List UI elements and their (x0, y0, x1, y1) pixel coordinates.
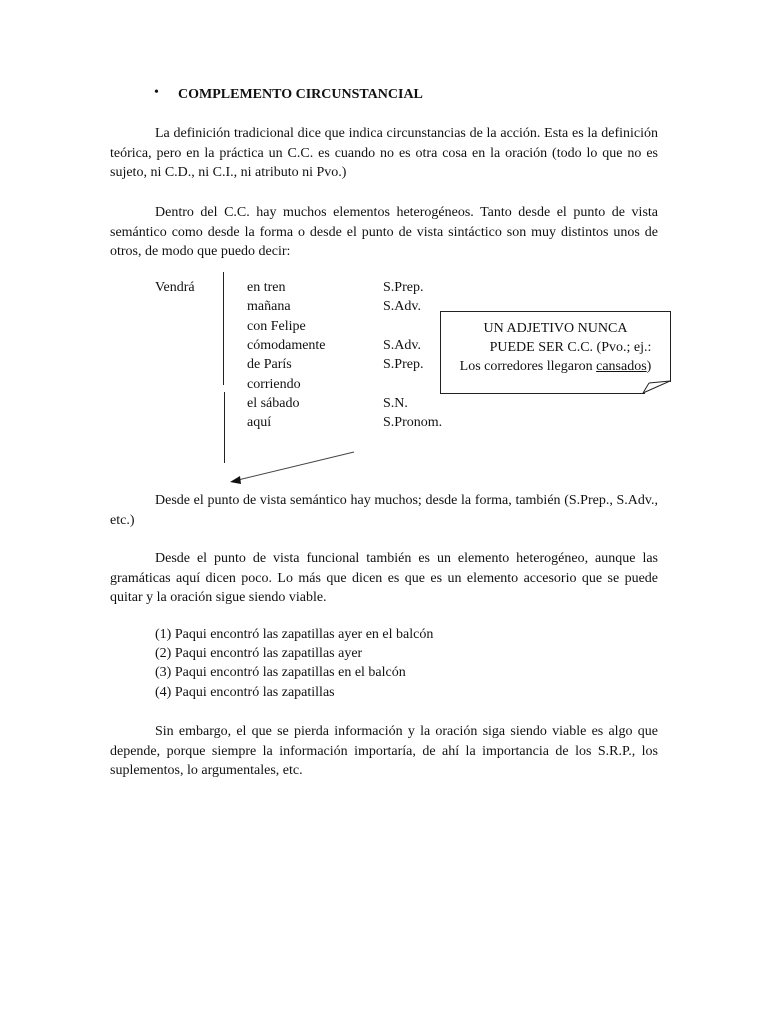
example-phrase: aquí (247, 415, 272, 430)
example-sentence: (2) Paqui encontró las zapatillas ayer (155, 646, 363, 661)
paragraph-semantic: Desde el punto de vista semántico hay muchos; desde la forma, también (S.Prep., S.Adv., etc.) (110, 493, 658, 528)
example-type: S.N. (383, 396, 408, 411)
paragraph-conclusion: Sin embargo, el que se pierda información y la oración siga siendo viable es algo que depende, porque siempre la información importaría, de ahí la importancia de los S.R.P., los suplementos, lo argumentales, etc. (110, 724, 658, 778)
example-type: S.Prep. (383, 357, 424, 372)
example-sentence: (1) Paqui encontró las zapatillas ayer en el balcón (155, 627, 434, 642)
paragraph-functional: Desde el punto de vista funcional también es un elemento heterogéneo, aunque las gramáticas aquí dicen poco. Lo más que dicen es que es un elemento accesorio que se puede quitar y la oración sigue siendo viable. (110, 551, 658, 605)
example-sentence: (3) Paqui encontró las zapatillas en el balcón (155, 665, 406, 680)
paragraph-definition: La definición tradicional dice que indica circunstancias de la acción. Esta es la definición teórica, pero en la práctica un C.C. es cuando no es otra cosa en la oración (todo lo que no es sujeto, ni C.D., ni C.I., ni atributo ni Pvo.) (110, 126, 658, 180)
note-line-3-prefix: Los corredores llegaron (459, 359, 597, 374)
example-type: S.Adv. (383, 299, 421, 314)
example-phrase: cómodamente (247, 338, 326, 353)
note-line-2: PUEDE SER C.C. (Pvo.; ej.: (489, 340, 652, 355)
example-phrase: el sábado (247, 396, 300, 411)
bullet-marker: • (154, 85, 159, 100)
example-phrase: en tren (247, 280, 286, 295)
example-sentence: (4) Paqui encontró las zapatillas (155, 685, 335, 700)
paragraph-heterogeneous: Dentro del C.C. hay muchos elementos heterogéneos. Tanto desde el punto de vista semántico como desde la forma o desde el punto de vista sintáctico son muy distintos unos de otros, de modo que puedo decir: (110, 205, 658, 259)
example-verb: Vendrá (155, 280, 195, 295)
example-phrase: corriendo (247, 377, 301, 392)
example-type: S.Adv. (383, 338, 421, 353)
arrow-head-icon (230, 476, 241, 484)
example-phrase: de París (247, 357, 292, 372)
example-phrase: mañana (247, 299, 291, 314)
arrow-shaft (238, 452, 354, 480)
note-line-1: UN ADJETIVO NUNCA (483, 321, 628, 336)
note-underlined-word: cansados (596, 359, 647, 374)
example-type: S.Prep. (383, 280, 424, 295)
example-phrase: con Felipe (247, 319, 306, 334)
example-type: S.Pronom. (383, 415, 443, 430)
section-heading: COMPLEMENTO CIRCUNSTANCIAL (178, 87, 423, 102)
note-line-3-suffix: ) (646, 359, 652, 374)
